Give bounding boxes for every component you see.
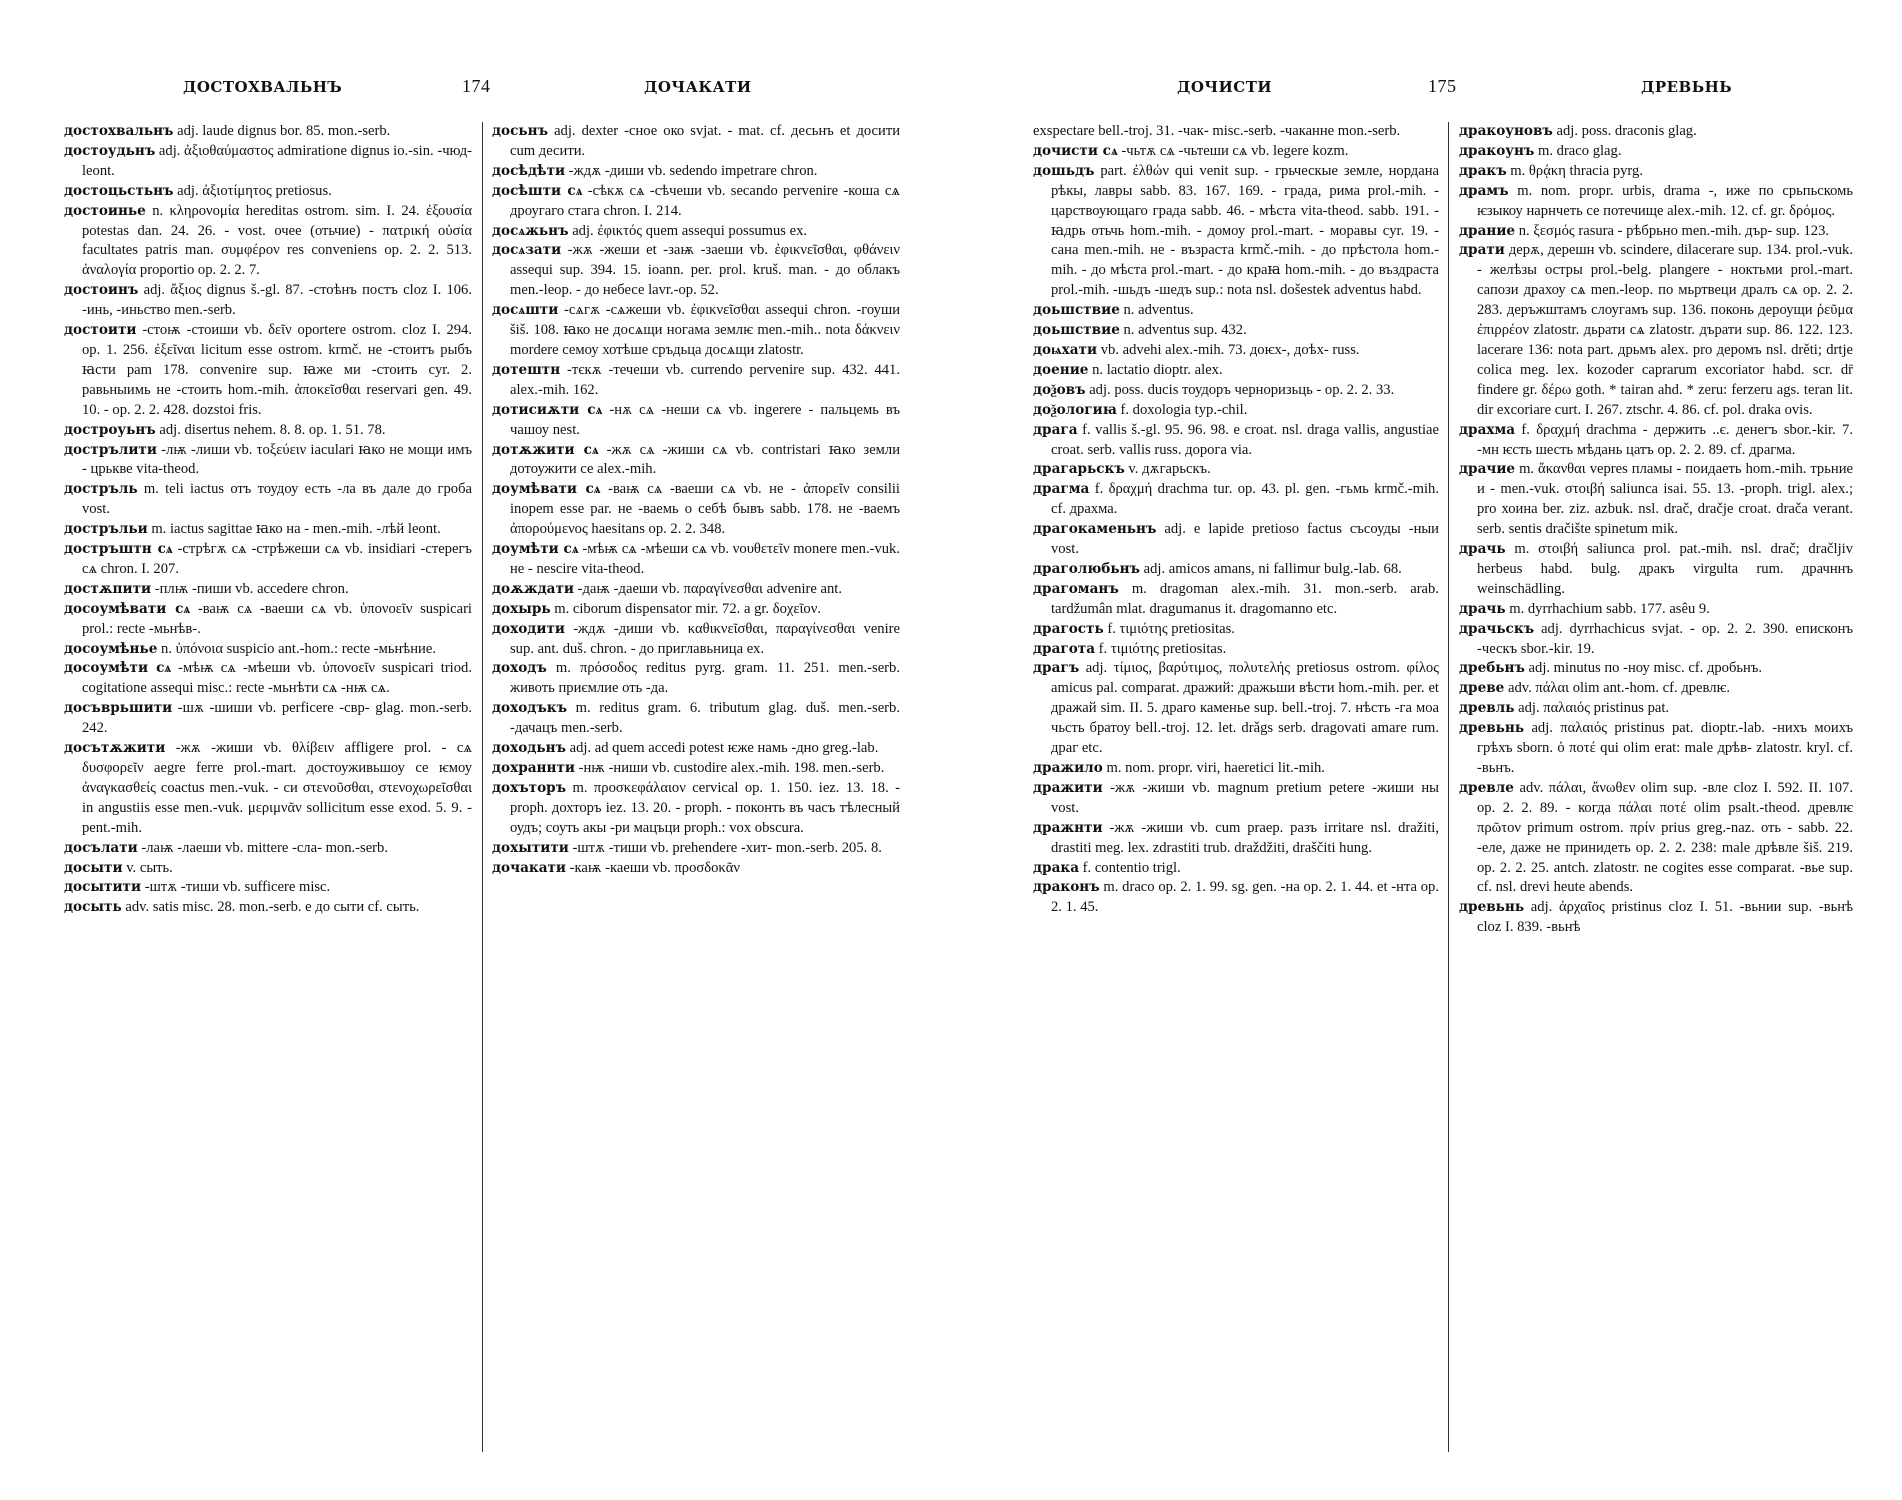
entry-definition: f. contentio trigl. <box>1082 859 1181 876</box>
dictionary-entry <box>1033 819 1439 859</box>
entry-definition: -сѧгѫ -сѧжеши vb. ἐφικνεῖσθαι assequi chron. -гоуши šiš. 108. ꙗко не досѧщи ногама землѥ men.-mih.. nota δάκνειν mordere семоу хотѣше сръдьца досѧщи zlatostr. <box>510 302 900 358</box>
entry-definition: adj. ad quem accedi potest ѥже намь -дно greg.-lab. <box>569 740 879 757</box>
entry-lemma: дражнти <box>1033 819 1103 836</box>
entry-lemma: достохвальнъ <box>64 123 174 139</box>
entry-definition: m. iactus sagittae ꙗко на - men.-mih. -лѣй leont. <box>151 521 441 538</box>
entry-lemma: драгоманъ <box>1033 580 1119 597</box>
entry-lemma: доумѣвати сѧ <box>492 481 601 498</box>
dictionary-entry <box>64 600 472 640</box>
entry-definition: -сѣкѫ сѧ -сѣчеши vb. secando pervenire -коша сѧ дроугаго стага chron. I. 214. <box>510 182 900 219</box>
dictionary-entry <box>64 859 472 879</box>
dictionary-entry <box>1459 898 1853 938</box>
entry-definition: -мѣѭ сѧ -мѣеши сѧ vb. νουθετεῖν monere men.-vuk. не - nescire vita-theod. <box>510 541 900 577</box>
entry-definition: -штѫ -тиши vb. prehendere -хит- mon.-serb. 205. 8. <box>572 839 882 856</box>
entry-definition: m. draco glag. <box>1538 142 1622 159</box>
column-divider <box>1448 122 1449 1452</box>
entry-lemma: дракоунъ <box>1459 142 1535 159</box>
running-head-left: ДОСТОХВАЛЬНЪ <box>183 78 343 96</box>
dictionary-entry <box>1459 162 1853 182</box>
entry-lemma: драхма <box>1459 421 1516 438</box>
entry-definition: adv. πάλαι, ἄνωθεν olim sup. -вле cloz I. 592. II. 107. op. 2. 2. 89. - когда πάλαι ποτέ olim psalt.-theod. древлѥ πρῶτον primum ostrom. πρίν prius greg.-naz. оть - sabb. 22. -еле, даже не принидеть op. 2. 2. 238: male дрѣвле šiš. 219. op. 2. 2. 25. antch. zlatostr. ne cogites esse comparat. -вье sup. cf. nsl. drevi heute abends. <box>1477 779 1853 896</box>
dictionary-entry <box>492 759 900 779</box>
entry-lemma: дражити <box>1033 779 1103 796</box>
entry-lemma: дочакати <box>492 859 567 876</box>
dictionary-entry <box>1033 421 1439 461</box>
entry-lemma: драгма <box>1033 481 1090 498</box>
page-number: 174 <box>462 76 491 96</box>
entry-lemma: дострълити <box>64 441 157 458</box>
dictionary-entry <box>64 182 472 202</box>
dictionary-entry <box>492 222 900 242</box>
entry-lemma: драчь <box>1459 600 1506 617</box>
dictionary-entry <box>1033 759 1439 779</box>
entry-lemma: драчие <box>1459 461 1516 478</box>
dictionary-entry <box>492 361 900 401</box>
entry-definition: -стоѭ -стоиши vb. δεῖν oportere ostrom. cloz I. 294. op. 1. 256. ἐξεῖναι licitum esse ostrom. krmč. не -стоитъ рыбъ ꙗсти pam 178. convenire sup. ꙗже ми -стоить cyr. 2. равьныимь не -стоить hom.-mih. ἀποκεῖσθαι reservari gen. 49. 10. - op. 2. 2. 428. dozstoi fris. <box>82 322 472 418</box>
dictionary-entry <box>492 122 900 162</box>
entry-lemma: древле <box>1459 779 1514 796</box>
dictionary-entry <box>64 878 472 898</box>
dictionary-entry <box>1459 679 1853 699</box>
entry-lemma: досътѫжити <box>64 740 166 757</box>
entry-lemma: досѣшти сѧ <box>492 182 583 199</box>
entry-lemma: дохырь <box>492 600 551 617</box>
entry-lemma: доумѣти сѧ <box>492 541 579 558</box>
entry-definition: m. dyrrhachium sabb. 177. asêu 9. <box>1509 600 1710 617</box>
entry-definition: -лаѭ -лаеши vb. mittere -сла- mon.-serb. <box>141 839 388 856</box>
entry-lemma: древль <box>1459 700 1515 717</box>
entry-lemma: драгота <box>1033 640 1096 657</box>
dictionary-entry <box>492 699 900 739</box>
dictionary-entry <box>1459 699 1853 719</box>
entry-definition: adj. poss. ducis тоудоръ черноризьць - op. 2. 2. 33. <box>1089 381 1395 398</box>
dictionary-entry <box>64 640 472 660</box>
dictionary-entry <box>1033 122 1439 142</box>
entry-definition: vb. advehi alex.-mih. 73. доѥх-, доѣх- russ. <box>1100 341 1360 358</box>
dictionary-entry <box>1459 620 1853 660</box>
entry-lemma: досѧшти <box>492 302 559 319</box>
dictionary-entry <box>1033 580 1439 620</box>
dictionary-entry <box>64 142 472 182</box>
column-left <box>1033 122 1439 1452</box>
entry-definition: m. dragoman alex.-mih. 31. mon.-serb. arab. tardžumân mlat. dragumanus it. dragomanno etc. <box>1051 580 1439 617</box>
entry-definition: -даѭ -даеши vb. παραγίνεσθαι advenire ant. <box>577 580 842 597</box>
entry-definition: adj. dexter -сное око svjat. - mat. cf. десьнъ et досити cum десити. <box>510 123 900 159</box>
entry-lemma: досыти <box>64 859 123 876</box>
entry-definition: -ждѫ -диши vb. sedendo impetrare chron. <box>568 162 818 179</box>
dictionary-entry <box>1459 600 1853 620</box>
entry-lemma: доьшствие <box>1033 322 1120 339</box>
entry-definition: -лѭ -лиши vb. τοξεύειν iaculari ꙗко не мощи имъ - црькве vita-theod. <box>82 441 472 478</box>
dictionary-entry <box>1459 142 1853 162</box>
dictionary-entry <box>492 779 900 839</box>
entry-definition: -ждѫ -диши vb. καθικνεῖσθαι, παραγίνεσθαι venire sup. ant. duš. chron. - до приглавьница ex. <box>510 620 900 657</box>
entry-definition: -каѭ -каеши vb. προσδοκᾶν <box>569 859 741 876</box>
entry-definition: adj. dyrrhachicus svjat. - op. 2. 2. 390. еписконъ -ческъ sbor.-kir. 19. <box>1477 620 1853 657</box>
entry-definition: m. reditus gram. 6. tributum glag. duš. men.-serb. -дачацъ men.-serb. <box>510 700 900 737</box>
entry-lemma: достоудьнъ <box>64 142 156 159</box>
entry-definition: m. nom. propr. urbis, drama -, иже по срьпьскомь ѥзыкоу нарнчеть се потечище alex.-mih. 12. cf. gr. δρόμος. <box>1477 182 1853 219</box>
entry-definition: adv. πάλαι olim ant.-hom. cf. древлѥ. <box>1507 680 1731 697</box>
entry-lemma: дохытити <box>492 839 569 856</box>
dictionary-entry <box>1459 222 1853 242</box>
entry-definition: adj. ἐφικτός quem assequi possumus ex. <box>572 222 808 239</box>
dictionary-entry <box>1459 460 1853 540</box>
entry-lemma: доѩхати <box>1033 341 1098 358</box>
dictionary-entry <box>1459 540 1853 600</box>
entry-lemma: дракъ <box>1459 162 1507 179</box>
page-number: 175 <box>1428 76 1457 96</box>
entry-lemma: дохраннти <box>492 760 575 776</box>
entry-definition: -штѫ -тиши vb. sufficere misc. <box>144 879 331 896</box>
entry-lemma: доѯологиꙗ <box>1033 401 1117 418</box>
dictionary-entry <box>492 600 900 620</box>
running-head-right: ДОЧАКАТИ <box>644 78 752 96</box>
entry-lemma: доение <box>1033 361 1089 378</box>
entry-lemma: драмъ <box>1459 182 1509 199</box>
entry-lemma: доѫждати <box>492 580 574 597</box>
dictionary-entry <box>1459 421 1853 461</box>
entry-lemma: драконъ <box>1033 879 1100 896</box>
page-header <box>0 78 951 108</box>
entry-definition: m. teli iactus отъ тоудоу есть -ла въ дале до гроба vost. <box>82 481 472 518</box>
entry-lemma: досьнъ <box>492 123 549 139</box>
right-page <box>951 0 1902 1500</box>
dictionary-entry <box>1033 321 1439 341</box>
dictionary-entry <box>1033 620 1439 640</box>
entry-lemma: драка <box>1033 859 1079 876</box>
dictionary-entry <box>1033 859 1439 879</box>
entry-lemma: досѧзати <box>492 242 562 259</box>
entry-definition: adj. τίμιος, βαρύτιμος, πολυτελής pretiosus ostrom. φίλος amicus pal. comparat. дражий: дражьши вѣсти hom.-mih. per. et дражай sim. II. 5. драго каменье sup. bell.-troj. 7. нѣсть -га моа чьсть братоу bell.-troj. 12. let. drǎgs serb. dragovati amare rum. драг etc. <box>1051 660 1439 757</box>
entry-definition: adj. ἄξιος dignus š.-gl. 87. -стоѣнъ постъ cloz I. 106. -инь, -иньство men.-serb. <box>82 282 472 319</box>
entry-lemma: древьнь <box>1459 720 1525 737</box>
entry-lemma: достоцьстьнъ <box>64 182 174 199</box>
dictionary-entry <box>64 839 472 859</box>
entry-lemma: дотисиѫти сѧ <box>492 401 603 418</box>
entry-definition: дерѫ, дерешн vb. scindere, dilacerare sup. 134. prol.-vuk. - желѣзы остры prol.-belg. plangere - ноктьми prol.-mart. сапози драхоу сѧ men.-leop. по мьртвеци дралъ сѧ op. 2. 2. 283. деръжштамъ слоугамъ sup. 136. поконь дероущи ῥεῦμα ἐπιρρέον zlatostr. дьрати сѧ zlatostr. дърати sup. 86. 122. 123. lacerare 136: nota part. дрьмъ alex. pro деромъ nsl. drěti; drtje colica meg. lex. kozoder caprarum excoriator habd. scr. dr̄ findere gr. δέρω goth. * tairan ahd. * zeru: ferzeru ags. teran lit. dir excoriare curt. I. 267. ztschr. 4. 86. cf. pol. draka ovis. <box>1477 242 1853 418</box>
entry-lemma: досытити <box>64 879 142 896</box>
dictionary-entry <box>492 441 900 481</box>
entry-definition: f. δραχμή drachma tur. op. 43. pl. gen. -гьмь krmč.-mih. cf. драхма. <box>1051 481 1439 518</box>
entry-definition: v. дѫгарьскъ. <box>1128 461 1211 478</box>
dictionary-entry <box>1459 122 1853 142</box>
dictionary-entry <box>492 620 900 660</box>
dictionary-entry <box>492 480 900 540</box>
entry-lemma: досѧжьнъ <box>492 222 569 239</box>
entry-definition: m. προσκεφάλαιον cervical op. 1. 150. iez. 13. 18. - proph. дохторъ iez. 13. 20. - proph. - поконть въ часъ тѣлесный оудъ; соуть акы -ри мацъци proph.: vox obscura. <box>510 779 900 836</box>
entry-lemma: дохъторъ <box>492 779 567 796</box>
entry-definition: -нѭ -ниши vb. custodire alex.-mih. 198. men.-serb. <box>578 760 885 776</box>
entry-definition: f. vallis š.-gl. 95. 96. 98. e croat. nsl. draga vallis, angustiae croat. serb. vallis russ. дорога via. <box>1051 421 1439 458</box>
entry-definition: f. δραχμή drachma - держить ..є. денегъ sbor.-kir. 7. -мн ѥсть шесть мѣдань цатъ op. 2. 2. 89. cf. драгма. <box>1477 421 1853 458</box>
entry-definition: n. adventus sup. 432. <box>1123 322 1247 339</box>
entry-definition: -чьтѫ сѧ -чьтеши сѧ vb. legere kozm. <box>1121 142 1349 159</box>
entry-definition: -стрѣгѫ сѧ -стрѣжеши сѧ vb. insidiari -стерегъ сѧ chron. I. 207. <box>82 541 472 577</box>
dictionary-entry <box>1033 341 1439 361</box>
entry-lemma: драние <box>1459 222 1516 239</box>
column-right <box>492 122 900 1452</box>
entry-definition: n. κληρονομία hereditas ostrom. sim. I. 24. ἐξουσία potestas dan. 24. 26. - vost. очее (отьчие) - πατρική οὐσία facultates patris man. συμφέρον res conveniens op. 2. 2. 513. ἀναλογία proportio op. 2. 2. 7. <box>82 202 472 279</box>
entry-lemma: драгарьскъ <box>1033 461 1125 478</box>
dictionary-entry <box>1033 301 1439 321</box>
dictionary-entry <box>492 401 900 441</box>
entry-lemma: досълати <box>64 839 138 856</box>
dictionary-entry <box>492 739 900 759</box>
entry-lemma: драчьскъ <box>1459 620 1535 637</box>
entry-definition: adj. poss. draconis glag. <box>1556 123 1697 139</box>
entry-lemma: достръльи <box>64 521 148 538</box>
dictionary-entry <box>1033 779 1439 819</box>
entry-lemma: дребьнъ <box>1459 660 1525 677</box>
dictionary-entry <box>64 441 472 481</box>
dictionary-entry <box>1459 182 1853 222</box>
entry-definition: adj. ἀξιοτίμητος pretiosus. <box>177 182 332 199</box>
dictionary-entry <box>1459 719 1853 779</box>
entry-lemma: досоумѣнье <box>64 640 158 657</box>
page-header <box>951 78 1902 108</box>
entry-definition: -шѫ -шиши vb. perficere -свр- glag. mon.-serb. 242. <box>82 700 472 737</box>
dictionary-entry <box>1459 241 1853 420</box>
entry-definition: -ваѭ сѧ -ваеши сѧ vb. ὑπονοεῖν suspicari prol.: recte -мьнѣв-. <box>82 600 472 637</box>
entry-lemma: драга <box>1033 421 1078 438</box>
dictionary-entry <box>64 898 472 918</box>
dictionary-entry <box>492 659 900 699</box>
entry-lemma: древе <box>1459 680 1505 697</box>
entry-lemma: достръль <box>64 481 138 498</box>
column-right <box>1459 122 1853 1452</box>
entry-definition: adv. satis misc. 28. mon.-serb. е до сыти cf. сыть. <box>125 899 420 916</box>
entry-definition: f. τιμιότης pretiositas. <box>1098 640 1227 657</box>
entry-definition: n. adventus. <box>1123 302 1194 319</box>
dictionary-entry <box>64 520 472 540</box>
entry-lemma: доходьнъ <box>492 740 566 757</box>
entry-definition: m. draco op. 2. 1. 99. sg. gen. -на op. 2. 1. 44. et -нта op. 2. 1. 45. <box>1051 879 1439 916</box>
entry-lemma: достѫпити <box>64 580 152 597</box>
entry-definition: -ваѭ сѧ -ваеши сѧ vb. не - ἀπορεῖν consilii inopem esse par. не -ваемь о себѣ бывъ sabb. 178. не -ваемъ ἀπορούμενος haesitans op. 2. 2. 348. <box>510 481 900 538</box>
entry-lemma: доходъкъ <box>492 700 568 717</box>
entry-lemma: дошьдъ <box>1033 162 1095 179</box>
entry-definition: -жѫ -жиши vb. magnum pretium petere -жиши ны vost. <box>1051 779 1439 816</box>
running-head-right: ДРЕВЬНЬ <box>1641 78 1733 96</box>
entry-lemma: доходъ <box>492 660 547 677</box>
entry-definition: part. ἐλθών qui venit sup. - грьческые земле, нордана рѣкы, лавры sabb. 83. 167. 169. - града, рима prol.-mih. - царствоующаго града sabb. 46. - мѣста vita-theod. sabb. 191. - ꙗдрь отьчь hom.-mih. - домоу prol.-mart. - моравы cyr. 19. - сана men.-mih. не - възраста krmč.-mih. - до прѣстола hom.-mih. - до мѣста prol.-mart. - до краꙗ hom.-mih. - до въздраста prol.-mih. -шьдъ -шедъ sup.: nota nsl. došestek adventus habd. <box>1051 162 1439 299</box>
dictionary-entry <box>64 281 472 321</box>
dictionary-entry <box>1033 659 1439 759</box>
dictionary-entry <box>492 580 900 600</box>
entry-lemma: достоити <box>64 322 137 339</box>
entry-definition: v. сыть. <box>126 859 173 876</box>
entry-lemma: достоинъ <box>64 282 139 299</box>
entry-lemma: драголюбьнъ <box>1033 560 1140 577</box>
entry-definition: -тєкѫ -течеши vb. currendo pervenire sup. 432. 441. alex.-mih. 162. <box>510 361 900 398</box>
dictionary-entry <box>64 739 472 839</box>
entry-definition: -нѫ сѧ -неши сѧ vb. ingerere - пальцемь въ чашоу nest. <box>510 401 900 438</box>
dictionary-entry <box>64 580 472 600</box>
dictionary-entry <box>64 480 472 520</box>
column-left <box>64 122 472 1452</box>
entry-definition: m. θρᾴκη thracia pyrg. <box>1510 162 1643 179</box>
entry-definition: m. στοιβή saliunca prol. pat.-mih. nsl. drač; dračljiv herbeus habd. bulg. дракъ virgulta rum. драчннъ weinschädling. <box>1477 541 1853 597</box>
entry-definition: f. doxologia typ.-chil. <box>1120 401 1248 418</box>
dictionary-entry <box>492 241 900 301</box>
entry-definition: exspectare bell.-troj. 31. -чак- misc.-serb. -чаканне mon.-serb. <box>1033 123 1401 139</box>
entry-definition: m. nom. propr. viri, haeretici lit.-mih. <box>1106 760 1325 776</box>
dictionary-entry <box>64 202 472 282</box>
entry-definition: -жѫ -жеши et -заѭ -заеши vb. ἐφικνεῖσθαι, φθάνειν assequi sup. 394. 15. ioann. per. prol. kruš. man. - до облакъ men.-leop. - до небесе lavr.-op. 52. <box>510 242 900 299</box>
dictionary-entry <box>1033 401 1439 421</box>
dictionary-entry <box>1033 162 1439 301</box>
entry-lemma: дочисти сѧ <box>1033 142 1118 159</box>
dictionary-entry <box>64 540 472 580</box>
dictionary-entry <box>1033 142 1439 162</box>
entry-lemma: драти <box>1459 242 1505 259</box>
dictionary-entry <box>1459 659 1853 679</box>
entry-definition: f. τιμιότης pretiositas. <box>1107 620 1235 637</box>
entry-definition: m. ἄκανθαι vepres пламы - поидаеть hom.-mih. трьние и - men.-vuk. στοιβή saliunca isai. 55. 13. -proph. trigl. alex.; pro хоина ber. ziz. azbuk. nsl. drač, dračje croat. drača verant. serb. sentis dračište spinetum mik. <box>1477 461 1853 538</box>
running-head-left: ДОЧИСТИ <box>1177 78 1273 96</box>
entry-definition: m. πρόσοδος reditus pyrg. gram. 11. 251. men.-serb. животь приємлие оть -да. <box>510 660 900 697</box>
dictionary-entry <box>1033 480 1439 520</box>
entry-definition: adj. παλαιός pristinus pat. <box>1518 700 1670 717</box>
entry-definition: -плѭ -пиши vb. accedere chron. <box>154 580 349 597</box>
entry-definition: m. ciborum dispensator mir. 72. a gr. δοχεῖον. <box>554 600 821 617</box>
entry-definition: adj. ἀρχαῖος pristinus cloz I. 51. -вьнии sup. -вьнѣ cloz I. 839. -вьнѣ <box>1477 899 1853 936</box>
dictionary-entry <box>492 301 900 361</box>
dictionary-entry <box>64 122 472 142</box>
entry-definition: -жѫ -жиши vb. cum praep. разъ irritare nsl. dražiti, drastiti meg. lex. zdrastiti trub. draždžiti, draščiti hung. <box>1051 819 1439 856</box>
entry-lemma: досыть <box>64 899 122 916</box>
dictionary-entry <box>492 540 900 580</box>
entry-definition: -жѫ -жиши vb. θλίβειν affligere prol. - сѧ δυσφορεῖν aegre ferre prol.-mart. достоуживьшоу се ѥмоу ἀναγκασθείς coactus men.-vuk. - си στενοῦσθαι, στενοχωρεῖσθαι in angustiis esse men.-vuk. μεριμνᾶν sollicitum esse exod. 5. 9. - pent.-mih. <box>82 740 472 836</box>
dictionary-entry <box>1033 520 1439 560</box>
entry-definition: adj. laude dignus bor. 85. mon.-serb. <box>177 123 391 139</box>
dictionary-entry <box>1033 640 1439 660</box>
entry-lemma: дотѫжити сѧ <box>492 441 599 458</box>
dictionary-entry <box>64 321 472 421</box>
entry-definition: adj. disertus nehem. 8. 8. op. 1. 51. 78. <box>159 421 386 438</box>
dictionary-entry <box>64 659 472 699</box>
entry-lemma: досоумѣвати сѧ <box>64 600 191 617</box>
entry-definition: -мѣѭ сѧ -мѣеши vb. ὑπονοεῖν suspicari triod. cogitatione assequi misc.: recte -мьнѣти сѧ -нѭ сѧ. <box>82 660 472 697</box>
entry-lemma: доѯовъ <box>1033 381 1086 398</box>
entry-lemma: драгость <box>1033 620 1104 637</box>
dictionary-entry <box>492 162 900 182</box>
dictionary-entry <box>492 839 900 859</box>
column-divider <box>482 122 483 1452</box>
entry-lemma: доходити <box>492 620 565 637</box>
dictionary-entry <box>64 699 472 739</box>
entry-lemma: достръштн сѧ <box>64 541 173 558</box>
entry-lemma: драчь <box>1459 541 1506 558</box>
entry-definition: -жѫ сѧ -жиши сѧ vb. contristari ꙗко земли дотоужити се alex.-mih. <box>510 441 900 478</box>
entry-definition: adj. minutus по -ноу misc. cf. дробьнъ. <box>1528 660 1763 677</box>
entry-definition: n. lactatio dioptr. alex. <box>1092 361 1223 378</box>
dictionary-entry <box>492 859 900 879</box>
dictionary-entry <box>1033 878 1439 918</box>
dictionary-entry <box>1033 381 1439 401</box>
dictionary-entry <box>1459 779 1853 898</box>
dictionary-entry <box>1033 460 1439 480</box>
dictionary-entry <box>492 182 900 222</box>
entry-definition: adj. παλαιός pristinus pat. dioptr.-lab. -нихъ моихъ грѣхъ sborn. ὁ ποτέ qui olim erat: male дрѣв- zlatostr. kryl. cf. -вьнъ. <box>1477 720 1853 776</box>
entry-lemma: достоинье <box>64 202 146 219</box>
entry-lemma: досѣдѣти <box>492 162 566 179</box>
entry-lemma: досоумѣти сѧ <box>64 660 172 677</box>
entry-lemma: драгъ <box>1033 660 1080 677</box>
entry-lemma: дотештн <box>492 361 561 378</box>
entry-lemma: драгокаменьнъ <box>1033 521 1157 538</box>
entry-lemma: доьшствие <box>1033 302 1120 319</box>
entry-definition: adj. ἀξιοθαύμαστος admiratione dignus io.-sin. -чюд- leont. <box>82 142 472 179</box>
entry-lemma: дракоуновъ <box>1459 123 1553 139</box>
entry-definition: n. ὑπόνοια suspicio ant.-hom.: recte -мьнѣние. <box>161 640 436 657</box>
dictionary-entry <box>1033 361 1439 381</box>
entry-definition: adj. e lapide pretioso factus съсоуды -ныи vost. <box>1051 521 1439 558</box>
entry-lemma: досъврьшити <box>64 700 173 717</box>
entry-definition: adj. amicos amans, ni fallimur bulg.-lab. 68. <box>1143 560 1402 577</box>
dictionary-entry <box>64 421 472 441</box>
dictionary-entry <box>1033 560 1439 580</box>
entry-lemma: древьнь <box>1459 899 1525 916</box>
entry-definition: n. ξεσμός rasura - рѣбрьно men.-mih. дър- sup. 123. <box>1518 222 1830 239</box>
entry-lemma: достроуьнъ <box>64 421 156 438</box>
entry-lemma: дражило <box>1033 760 1103 776</box>
